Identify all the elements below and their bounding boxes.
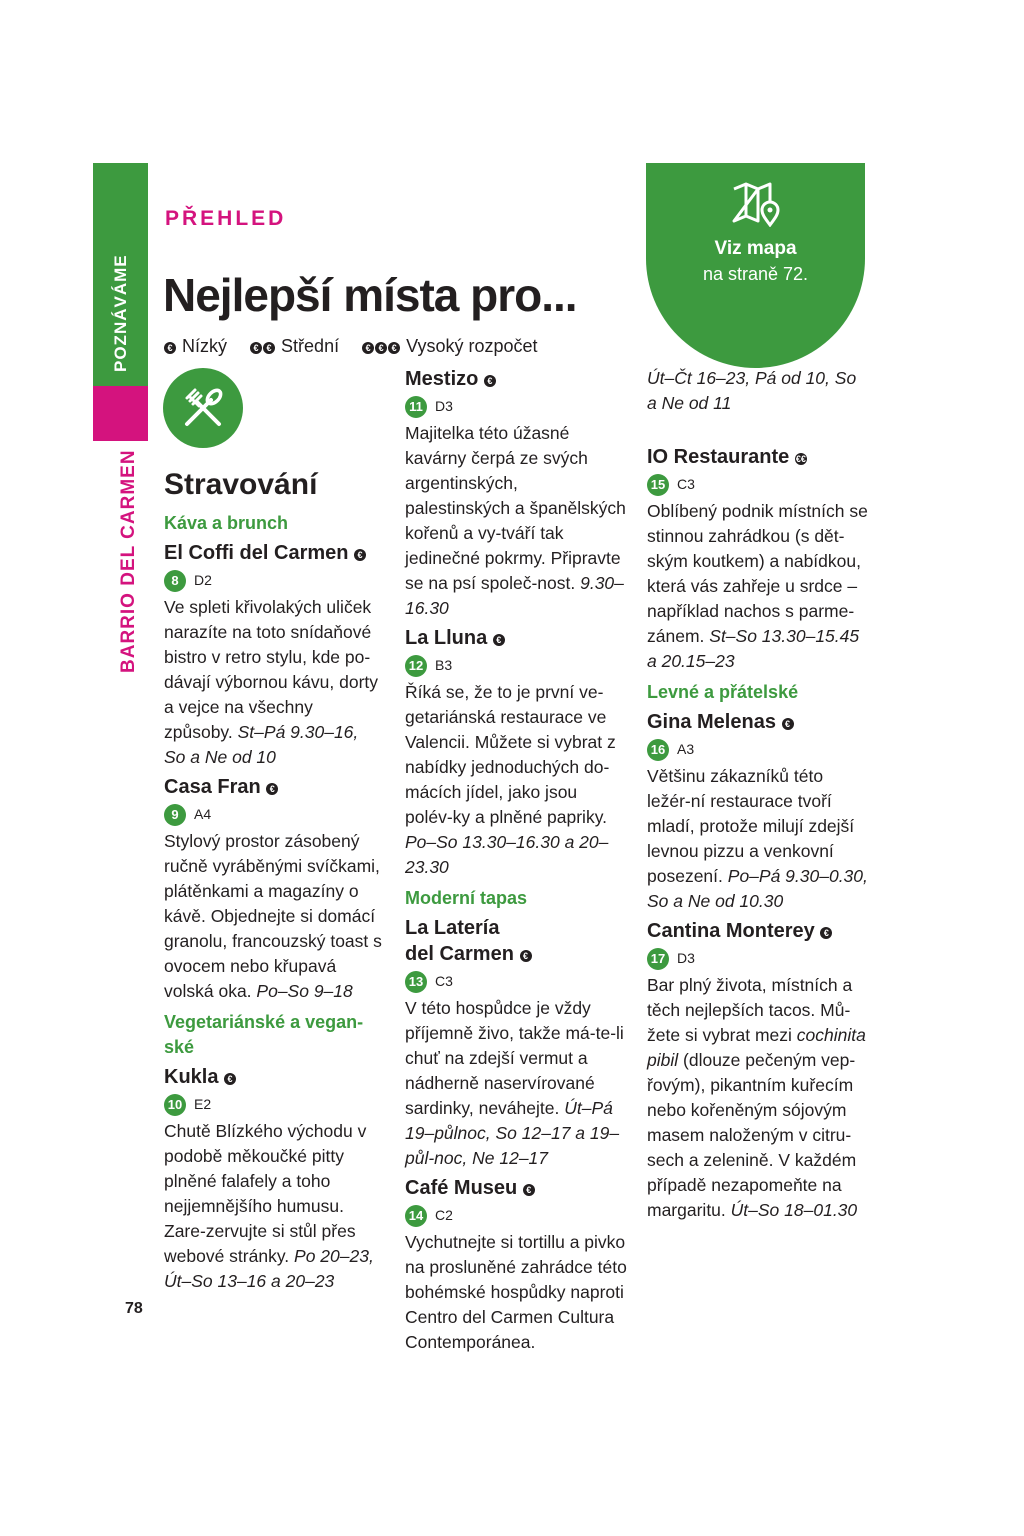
euro-icon: € bbox=[354, 549, 366, 561]
pin-number: 12 bbox=[405, 655, 427, 677]
grid-ref: B3 bbox=[435, 657, 453, 673]
overview-label: PŘEHLED bbox=[165, 207, 287, 230]
pin-number: 11 bbox=[405, 396, 427, 418]
map-pin-icon bbox=[730, 181, 782, 227]
subcategory-coffee: Káva a brunch bbox=[164, 513, 289, 533]
pin-number: 17 bbox=[647, 948, 669, 970]
map-pin[interactable] bbox=[164, 802, 384, 827]
euro-icon: € bbox=[375, 342, 387, 354]
column-1 bbox=[164, 465, 384, 1294]
pin-number: 16 bbox=[647, 739, 669, 761]
subcategory-tapas: Moderní tapas bbox=[405, 888, 528, 908]
listing-hours: Út–Čt 16–23, Pá od 10, So a Ne od 11 bbox=[647, 368, 857, 413]
map-pin[interactable] bbox=[405, 653, 627, 678]
listing-name: Café Museu € bbox=[405, 1175, 627, 1201]
pin-number: 9 bbox=[164, 804, 186, 826]
map-pin[interactable] bbox=[164, 1092, 384, 1117]
listing-hours: Po–Pá 9.30–0.30, So a Ne od 10.30 bbox=[647, 866, 868, 911]
euro-icon: € bbox=[484, 375, 496, 387]
listing-name: IO Restaurante €€ bbox=[647, 446, 806, 468]
map-pin[interactable] bbox=[405, 1203, 627, 1228]
listing-description: Oblíbený podnik místních se stinnou zahrádkou (s dět-ským koutkem) a nabídkou, která vás zahřeje u srdce – například nachos s parme-zánem. St–So 13.30–15.45 a 20.15–23 bbox=[647, 501, 868, 671]
pin-number: 15 bbox=[647, 474, 669, 496]
listing-description: Bar plný života, místních a těch nejlepších tacos. Mů-žete si vybrat mezi cochinita pibil (dlouze pečeným vep-řovým), pikantním kuřecím nebo kořeněným sójovým masem naloženým v citru-sech a zelenině. V každém případě nezapomeňte na margaritu. Út–So 18–01.30 bbox=[647, 975, 866, 1220]
grid-ref: D3 bbox=[677, 950, 695, 966]
pin-number: 8 bbox=[164, 570, 186, 592]
pin-number: 10 bbox=[164, 1094, 186, 1116]
listing-name: El Coffi del Carmen € bbox=[164, 540, 384, 566]
euro-icon: € bbox=[520, 950, 532, 962]
pin-number: 14 bbox=[405, 1205, 427, 1227]
listing-hours: St–Pá 9.30–16, So a Ne od 10 bbox=[164, 722, 359, 767]
listing-description: Stylový prostor zásobený ručně vyráběnými svíčkami, plátěnkami a magazíny o kávě. Objednejte si domácí granolu, francouzský toast s ovocem nebo křupavá volská oka. Po–So 9–18 bbox=[164, 831, 382, 1001]
legend-high bbox=[362, 336, 537, 356]
sidebar-section-label: POZNÁVÁME bbox=[111, 254, 130, 372]
map-pin[interactable] bbox=[647, 472, 869, 497]
listing-description: Říká se, že to je první ve-getariánská restaurace ve Valencii. Můžete si vybrat z nabídky jednoduchých do-mácích jídel, jako jsou polév-ky a plněné papriky. Po–So 13.30–16.30 a 20–23.30 bbox=[405, 682, 616, 877]
legend-high-label: Vysoký rozpočet bbox=[406, 336, 538, 356]
listing-hours: Út–So 18–01.30 bbox=[730, 1200, 858, 1220]
food-category-badge bbox=[163, 368, 243, 448]
listing-description: Ve spleti křivolakých uliček narazíte na toto snídaňové bistro v retro stylu, kde po-dávají výbornou kávu, dorty a vejce na všechny způsoby. St–Pá 9.30–16, So a Ne od 10 bbox=[164, 597, 379, 767]
subcategory-cheap: Levné a přátelské bbox=[647, 682, 799, 702]
listing-name: Cantina Monterey € bbox=[647, 918, 869, 944]
grid-ref: D2 bbox=[194, 572, 212, 588]
column-2 bbox=[405, 366, 627, 1355]
listing-description: V této hospůdce je vždy příjemně živo, takže má-te-li chuť na zdejší vermut a nádherně naservírované sardinky, neváhejte. Út–Pá 19–půlnoc, So 12–17 a 19–půl-noc, Ne 12–17 bbox=[405, 998, 624, 1168]
page-number: 78 bbox=[125, 1300, 143, 1317]
section-title: Stravování bbox=[164, 468, 318, 501]
map-pin[interactable] bbox=[405, 394, 627, 419]
listing-name: Casa Fran € bbox=[164, 774, 384, 800]
grid-ref: A3 bbox=[677, 741, 695, 757]
euro-icon: € bbox=[164, 342, 176, 354]
euro-icon: € bbox=[263, 342, 275, 354]
fork-knife-icon bbox=[181, 386, 225, 430]
page-title: Nejlepší místa pro... bbox=[163, 269, 577, 321]
euro-icon: € bbox=[782, 718, 794, 730]
price-legend bbox=[164, 336, 556, 357]
listing-hours: Po 20–23, Út–So 13–16 a 20–23 bbox=[164, 1246, 374, 1291]
euro-icon: € bbox=[493, 634, 505, 646]
listing-hours: St–So 13.30–15.45 a 20.15–23 bbox=[647, 626, 860, 671]
map-badge-line2: na straně 72. bbox=[702, 264, 809, 284]
euro-icon: €€ bbox=[795, 454, 806, 464]
listing-name: La Latería del Carmen € bbox=[405, 915, 627, 967]
grid-ref: A4 bbox=[194, 806, 212, 822]
map-pin[interactable] bbox=[647, 737, 869, 762]
grid-ref: C3 bbox=[435, 973, 453, 989]
euro-icon: € bbox=[250, 342, 262, 354]
listing-description: Majitelka této úžasné kavárny čerpá ze svých argentinských, palestinských a španělských kořenů a vy-tváří tak jedinečné pokrmy. Připravte se na psí společ-nost. 9.30–16.30 bbox=[405, 423, 626, 618]
map-badge-line1: Viz mapa bbox=[714, 238, 797, 259]
listing-name: Gina Melenas € bbox=[647, 709, 869, 735]
euro-icon: € bbox=[362, 342, 374, 354]
listing-name: Kukla € bbox=[164, 1064, 384, 1090]
listing-name: La Lluna € bbox=[405, 625, 627, 651]
map-pin[interactable] bbox=[647, 946, 869, 971]
legend-low-label: Nízký bbox=[182, 336, 228, 356]
sidebar-chapter-label: BARRIO DEL CARMEN bbox=[118, 449, 139, 673]
euro-icon: € bbox=[820, 927, 832, 939]
listing-hours: 9.30–16.30 bbox=[405, 573, 624, 618]
listing-description: Vychutnejte si tortillu a pivko na prosluněné zahrádce této bohémské hospůdky naproti Centro del Carmen Cultura Contemporánea. bbox=[405, 1232, 627, 1352]
euro-icon: € bbox=[224, 1073, 236, 1085]
grid-ref: C2 bbox=[435, 1207, 453, 1223]
euro-icon: € bbox=[523, 1184, 535, 1196]
grid-ref: C3 bbox=[677, 476, 695, 492]
listing-description: Většinu zákazníků této ležér-ní restaurace tvoří mladí, protože milují zdejší levnou pizzu a venkovní posezení. Po–Pá 9.30–0.30, So a Ne od 10.30 bbox=[647, 766, 868, 911]
listing-hours: Út–Pá 19–půlnoc, So 12–17 a 19–půl-noc, Ne 12–17 bbox=[405, 1098, 620, 1168]
pin-number: 13 bbox=[405, 971, 427, 993]
map-pin[interactable] bbox=[405, 969, 627, 994]
legend-mid-label: Střední bbox=[281, 336, 340, 356]
sidebar-magenta-block bbox=[93, 386, 148, 441]
grid-ref: D3 bbox=[435, 398, 453, 414]
listing-name: Mestizo € bbox=[405, 366, 627, 392]
euro-icon: € bbox=[266, 783, 278, 795]
grid-ref: E2 bbox=[194, 1096, 212, 1112]
euro-icon: € bbox=[388, 342, 400, 354]
listing-hours: Po–So 13.30–16.30 a 20–23.30 bbox=[405, 832, 609, 877]
legend-mid bbox=[250, 336, 339, 356]
map-pin[interactable] bbox=[164, 568, 384, 593]
column-3 bbox=[647, 366, 869, 1223]
listing-hours: Po–So 9–18 bbox=[256, 981, 353, 1001]
legend-low bbox=[164, 336, 227, 356]
map-reference-badge[interactable] bbox=[646, 163, 865, 368]
subcategory-veg: Vegetariánské a vegan-ské bbox=[164, 1012, 364, 1057]
listing-description: Chutě Blízkého východu v podobě měkoučké pitty plněné falafely a toho nejjemnějšího humusu. Zare-zervujte si stůl přes webové stránky. Po 20–23, Út–So 13–16 a 20–23 bbox=[164, 1121, 374, 1291]
